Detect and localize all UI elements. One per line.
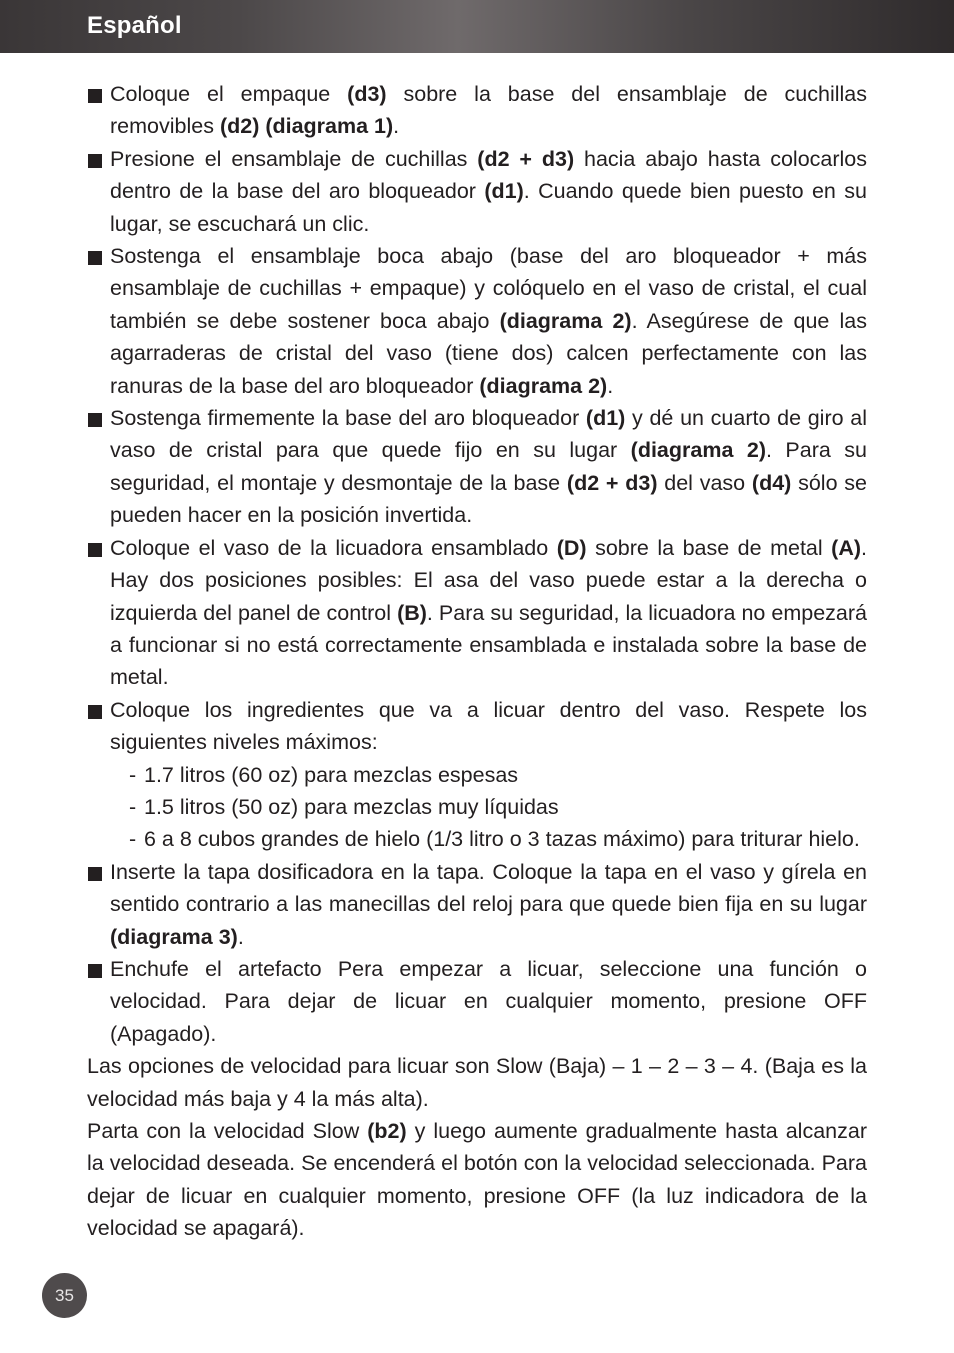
speed-options-paragraph: Las opciones de velocidad para licuar son Slow (Baja) – 1 – 2 – 3 – 4. (Baja es la velocidad más baja y 4 la más alta).	[87, 1054, 867, 1111]
instruction-item: Coloque el vaso de la licuadora ensamblado (D) sobre la base de metal (A). Hay dos posiciones posibles: El asa del vaso puede estar a la derecha o izquierda del panel de control (B). Para su seguridad, la licuadora no empezará a funcionar si no está correctamente ensamblada e instalada sobre la base de metal.	[87, 532, 867, 694]
square-bullet-icon	[88, 867, 102, 881]
instruction-item: Sostenga firmemente la base del aro bloqueador (d1) y dé un cuarto de giro al vaso de cristal para que quede fijo en su lugar (diagrama 2). Para su seguridad, el montaje y desmontaje de la base (d2 + d3) del vaso (d4) sólo se pueden hacer en la posición invertida.	[87, 402, 867, 532]
section-title: Español	[87, 12, 182, 39]
square-bullet-icon	[88, 413, 102, 427]
square-bullet-icon	[88, 154, 102, 168]
start-speed-paragraph: Parta con la velocidad Slow (b2) y luego aumente gradualmente hasta alcanzar la velocidad deseada. Se encenderá el botón con la velocidad seleccionada. Para dejar de licuar en cualquier momento, presione OFF (la luz indicadora de la velocidad se apagará).	[87, 1119, 867, 1241]
page-number: 35	[42, 1273, 87, 1318]
instruction-item: Presione el ensamblaje de cuchillas (d2 + d3) hacia abajo hasta colocarlos dentro de la base del aro bloqueador (d1). Cuando quede bien puesto en su lugar, se escuchará un clic.	[87, 143, 867, 240]
instruction-item: Inserte la tapa dosificadora en la tapa. Coloque la tapa en el vaso y gírela en sentido contrario a las manecillas del reloj para que quede bien fija en su lugar (diagrama 3).	[87, 856, 867, 953]
square-bullet-icon	[88, 251, 102, 265]
instruction-item: Enchufe el artefacto Pera empezar a licuar, seleccione una función o velocidad. Para dejar de licuar en cualquier momento, presione OFF (Apagado).	[87, 953, 867, 1050]
square-bullet-icon	[88, 543, 102, 557]
level-list-item: - 1.5 litros (50 oz) para mezclas muy líquidas	[87, 791, 867, 823]
instruction-item: Coloque los ingredientes que va a licuar dentro del vaso. Respete los siguientes niveles máximos:	[87, 694, 867, 759]
dash-marker: -	[129, 762, 137, 787]
square-bullet-icon	[88, 89, 102, 103]
instructions-body	[87, 78, 867, 1245]
instruction-item: Sostenga el ensamblaje boca abajo (base del aro bloqueador + más ensamblaje de cuchillas + empaque) y colóquelo en el vaso de cristal, el cual también se debe sostener boca abajo (diagrama 2). Asegúrese de que las agarraderas de cristal del vaso (tiene dos) calcen perfectamente con las ranuras de la base del aro bloqueador (diagrama 2).	[87, 240, 867, 402]
square-bullet-icon	[88, 964, 102, 978]
dash-marker: -	[129, 827, 137, 852]
level-list-item: - 6 a 8 cubos grandes de hielo (1/3 litro o 3 tazas máximo) para triturar hielo.	[87, 823, 867, 855]
instruction-item: Coloque el empaque (d3) sobre la base del ensamblaje de cuchillas removibles (d2) (diagrama 1).	[87, 78, 867, 143]
square-bullet-icon	[88, 705, 102, 719]
dash-marker: -	[129, 794, 137, 819]
level-list-item: - 1.7 litros (60 oz) para mezclas espesas	[87, 759, 867, 791]
